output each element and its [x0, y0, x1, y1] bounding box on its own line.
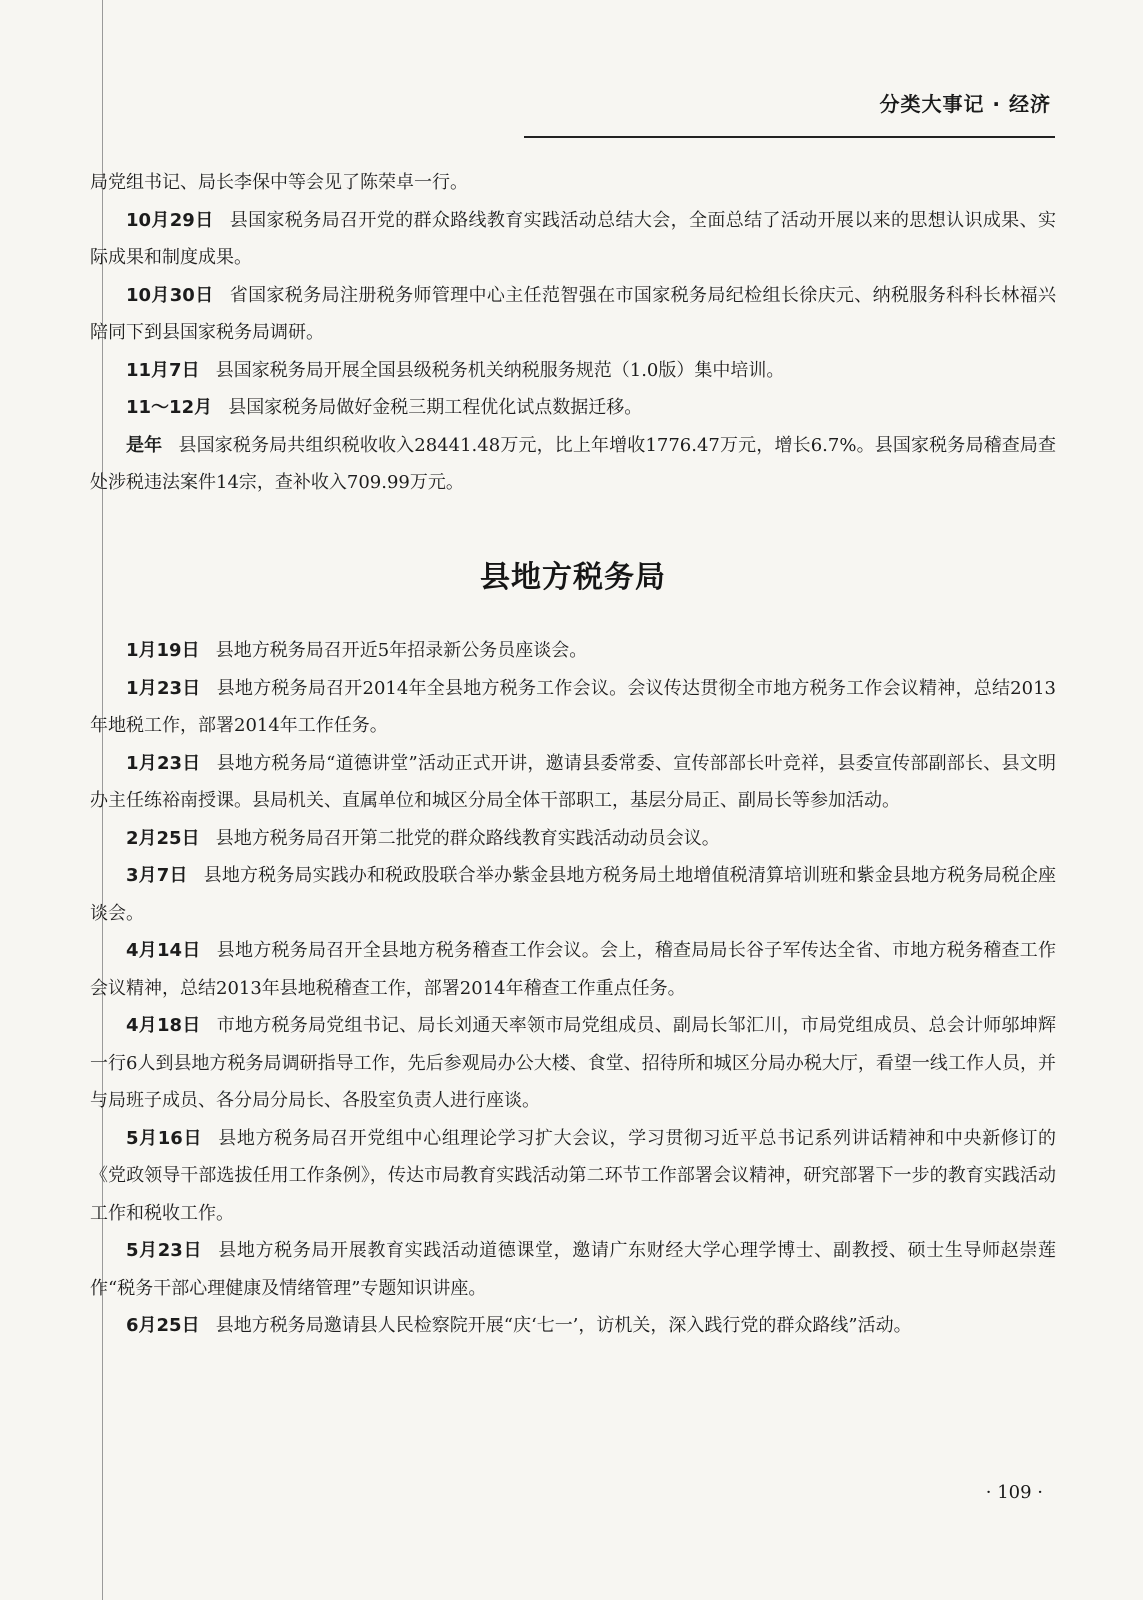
top-entries [90, 164, 1056, 502]
entry-date: 11月7日 [126, 359, 200, 381]
entry-paragraph [90, 352, 1056, 390]
entry-date: 10月29日 [126, 209, 214, 231]
entry-paragraph [90, 202, 1056, 277]
entry-text: 县地方税务局召开党组中心组理论学习扩大会议，学习贯彻习近平总书记系列讲话精神和中央新修订的《党政领导干部选拔任用工作条例》，传达市局教育实践活动第二环节工作部署会议精神，研究部署下一步的教育实践活动工作和税收工作。 [90, 1127, 1056, 1224]
entry-paragraph [90, 932, 1056, 1007]
entry-paragraph [90, 1007, 1056, 1120]
entry-text: 局党组书记、局长李保中等会见了陈荣卓一行。 [90, 172, 468, 193]
entry-date: 1月23日 [126, 752, 201, 774]
header-rule [524, 136, 1055, 138]
entry-paragraph [90, 1307, 1056, 1345]
entry-text: 省国家税务局注册税务师管理中心主任范智强在市国家税务局纪检组长徐庆元、纳税服务科科长林福兴陪同下到县国家税务局调研。 [90, 284, 1056, 343]
entry-text: 县地方税务局邀请县人民检察院开展“庆‘七一’，访机关，深入践行党的群众路线”活动。 [215, 1315, 912, 1336]
entry-paragraph [90, 389, 1056, 427]
entry-text: 县地方税务局开展教育实践活动道德课堂，邀请广东财经大学心理学博士、副教授、硕士生导师赵崇莲作“税务干部心理健康及情绪管理”专题知识讲座。 [90, 1240, 1056, 1299]
entry-date: 4月18日 [126, 1015, 201, 1036]
entry-date: 6月25日 [126, 1315, 200, 1336]
section-title: 县地方税务局 [480, 560, 666, 595]
entry-paragraph [90, 427, 1056, 502]
entry-paragraph [90, 1120, 1056, 1233]
entry-paragraph [90, 164, 1056, 202]
entry-date: 5月16日 [126, 1127, 203, 1149]
entry-date: 是年 [126, 434, 163, 456]
entry-text: 县国家税务局召开党的群众路线教育实践活动总结大会，全面总结了活动开展以来的思想认识成果、实际成果和制度成果。 [90, 209, 1056, 268]
entry-date: 3月7日 [126, 865, 188, 886]
entry-date: 11～12月 [126, 397, 213, 418]
running-head: 分类大事记 · 经济 [879, 92, 1051, 116]
entry-text: 县地方税务局召开2014年全县地方税务工作会议。会议传达贯彻全市地方税务工作会议精神，总结2013年地税工作，部署2014年工作任务。 [90, 677, 1056, 736]
entry-text: 县地方税务局“道德讲堂”活动正式开讲，邀请县委常委、宣传部部长叶竞祥，县委宣传部副部长、县文明办主任练裕南授课。县局机关、直属单位和城区分局全体干部职工，基层分局正、副局长等参加活动。 [90, 752, 1057, 811]
entry-text: 市地方税务局党组书记、局长刘通天率领市局党组成员、副局长邹汇川，市局党组成员、总会计师邬坤辉一行6人到县地方税务局调研指导工作，先后参观局办公大楼、食堂、招待所和城区分局办税大厅，看望一线工作人员，并与局班子成员、各分局分局长、各股室负责人进行座谈。 [90, 1015, 1056, 1111]
entry-text: 县地方税务局实践办和税政股联合举办紫金县地方税务局土地增值税清算培训班和紫金县地方税务局税企座谈会。 [90, 865, 1056, 924]
entry-date: 5月23日 [126, 1240, 203, 1261]
section-entries [90, 632, 1056, 1345]
entry-paragraph [90, 632, 1056, 670]
entry-paragraph [90, 857, 1056, 932]
entry-text: 县国家税务局共组织税收收入28441.48万元，比上年增收1776.47万元，增长6.7%。县国家税务局稽查局查处涉税违法案件14宗，查补收入709.99万元。 [90, 434, 1056, 493]
entry-text: 县地方税务局召开近5年招录新公务员座谈会。 [215, 640, 588, 661]
entry-text: 县地方税务局召开全县地方税务稽查工作会议。会上，稽查局局长谷子军传达全省、市地方税务稽查工作会议精神，总结2013年县地税稽查工作，部署2014年稽查工作重点任务。 [90, 940, 1056, 999]
entry-paragraph [90, 1232, 1056, 1307]
entry-date: 1月19日 [126, 640, 200, 661]
entry-date: 4月14日 [126, 940, 201, 961]
entry-paragraph [90, 277, 1056, 352]
entry-date: 10月30日 [126, 284, 214, 306]
page-number: · 109 · [985, 1482, 1043, 1503]
entry-paragraph [90, 745, 1056, 820]
entry-paragraph [90, 670, 1056, 745]
entry-text: 县地方税务局召开第二批党的群众路线教育实践活动动员会议。 [215, 827, 720, 849]
entry-date: 1月23日 [126, 677, 201, 699]
entry-text: 县国家税务局做好金税三期工程优化试点数据迁移。 [228, 397, 643, 418]
entry-text: 县国家税务局开展全国县级税务机关纳税服务规范（1.0版）集中培训。 [215, 359, 785, 381]
entry-paragraph [90, 820, 1056, 858]
entry-date: 2月25日 [126, 827, 200, 849]
